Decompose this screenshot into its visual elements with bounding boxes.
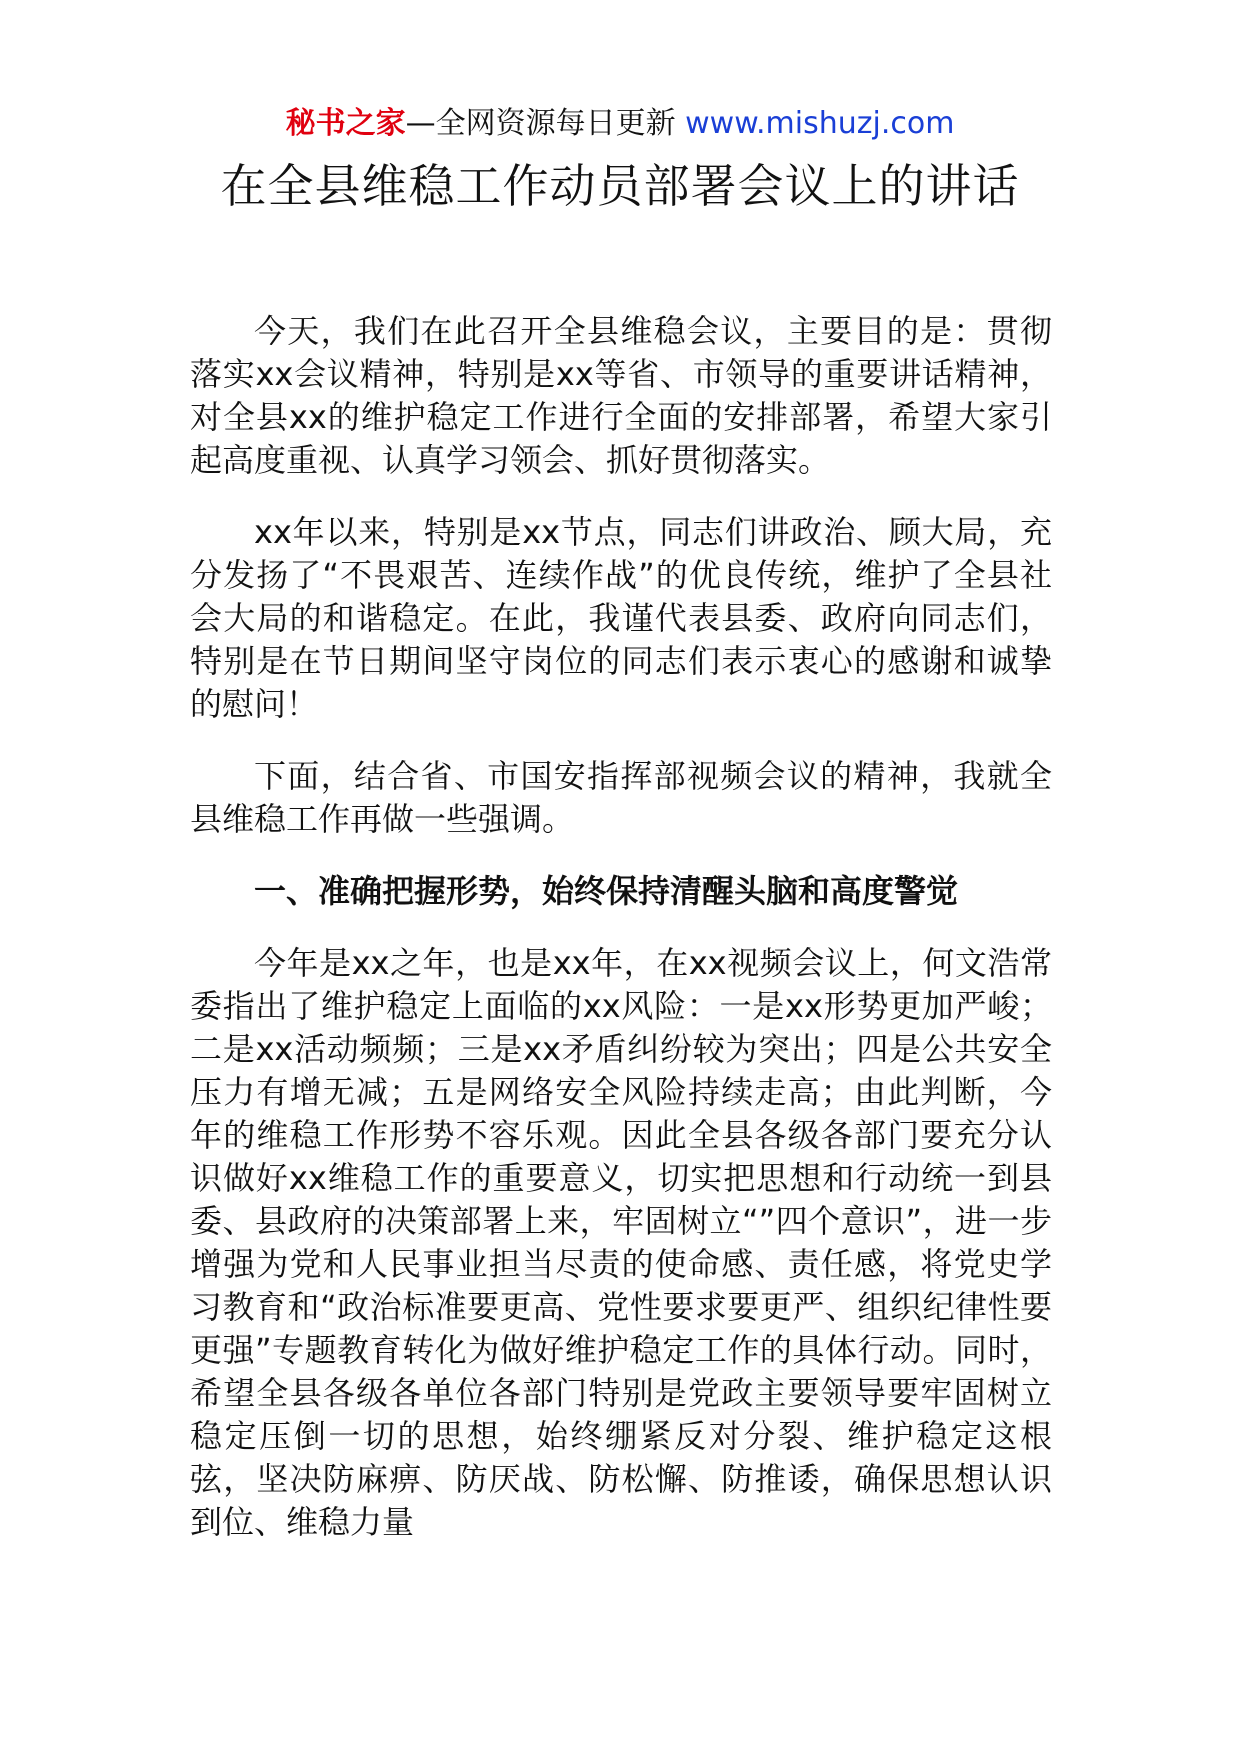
section-paragraph: 今年是xx之年，也是xx年，在xx视频会议上，何文浩常委指出了维护稳定上面临的xx风险：一是xx形势更加严峻；二是xx活动频频；三是xx矛盾纠纷较为突出；四是公共安全压力有增无减；五是网络安全风险持续走高；由此判断，今年的维稳工作形势不容乐观。因此全县各级各部门要充分认识做好xx维稳工作的重要意义，切实把思想和行动统一到县委、县政府的决策部署上来，牢固树立“”四个意识”，进一步增强为党和人民事业担当尽责的使命感、责任感，将党史学习教育和“政治标准要更高、党性要求要更严、组织纪律性要更强”专题教育转化为做好维护稳定工作的具体行动。同时，希望全县各级各单位各部门特别是党政主要领导要牢固树立稳定压倒一切的思想，始终绷紧反对分裂、维护稳定这根弦，坚决防麻痹、防厌战、防松懈、防推诿，确保思想认识到位、维稳力量: [190, 944, 1052, 1541]
brand-name: 秘书之家: [285, 106, 406, 141]
paragraph-thanks: xx年以来，特别是xx节点，同志们讲政治、顾大局，充分发扬了“不畏艰苦、连续作战”的优良传统，维护了全县社会大局的和谐稳定。在此，我谨代表县委、政府向同志们，特别是在节日期间坚守岗位的同志们表示衷心的感谢和诚挚的慰问！: [190, 513, 1052, 723]
section-heading: 一、准确把握形势，始终保持清醒头脑和高度警觉: [254, 872, 959, 910]
paragraph-intro: 今天，我们在此召开全县维稳会议，主要目的是：贯彻落实xx会议精神，特别是xx等省、市领导的重要讲话精神，对全县xx的维护稳定工作进行全面的安排部署，希望大家引起高度重视、认真学习领会、抓好贯彻落实。: [190, 312, 1052, 479]
banner-slogan: —全网资源每日更新: [405, 106, 686, 141]
document-body: [190, 310, 1052, 1573]
site-banner: [0, 104, 1240, 144]
document-title: 在全县维稳工作动员部署会议上的讲话: [220, 159, 1020, 213]
paragraph-transition: 下面，结合省、市国安指挥部视频会议的精神，我就全县维稳工作再做一些强调。: [190, 757, 1052, 838]
site-url-link[interactable]: www.mishuzj.com: [685, 106, 955, 141]
